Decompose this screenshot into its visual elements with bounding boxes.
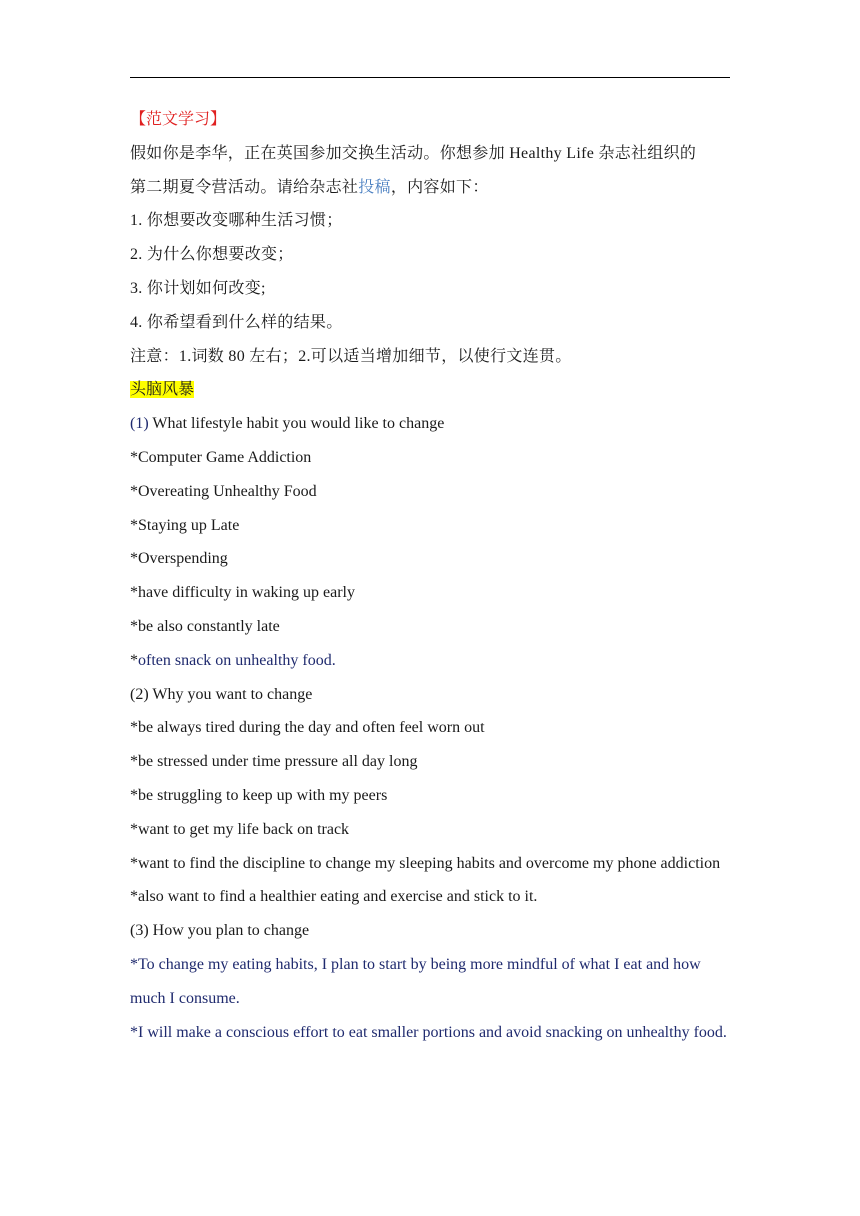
brainstorm-label: 头脑风暴 xyxy=(130,381,195,399)
q2-point: *be stressed under time pressure all day long xyxy=(130,753,418,771)
q1-point: *have difficulty in waking up early xyxy=(130,584,355,602)
q1-number: (1) xyxy=(130,415,149,433)
q1-point-colored-prefix: * xyxy=(130,651,138,669)
q1-heading xyxy=(130,407,730,441)
q2-point: *also want to find a healthier eating and exercise and stick to it. xyxy=(130,888,538,906)
prompt-line-2-after: ，内容如下： xyxy=(390,178,489,196)
q1-point-colored xyxy=(130,644,730,678)
prompt-line-1: 假如你是李华，正在英国参加交换生活动。你想参加 Healthy Life 杂志社组织的 xyxy=(130,144,697,162)
prompt-note: 注意：1.词数 80 左右；2.可以适当增加细节，以使行文连贯。 xyxy=(130,347,572,365)
q2-heading: (2) Why you want to change xyxy=(130,685,313,703)
header-rule xyxy=(130,77,730,78)
prompt-item: 4. 你希望看到什么样的结果。 xyxy=(130,313,343,331)
brainstorm-line xyxy=(130,373,730,407)
q3-point: *To change my eating habits, I plan to start by being more mindful of what I eat and how much I consume. xyxy=(130,955,701,1007)
q2-point: *be always tired during the day and often feel worn out xyxy=(130,719,485,737)
document-body xyxy=(130,103,730,1049)
q2-point: *want to find the discipline to change my sleeping habits and overcome my phone addiction xyxy=(130,854,721,872)
q2-point: *want to get my life back on track xyxy=(130,820,350,838)
q1-point: *Overeating Unhealthy Food xyxy=(130,482,317,500)
submission-link[interactable]: 投稿 xyxy=(358,178,391,196)
q1-text: What lifestyle habit you would like to change xyxy=(148,415,445,433)
prompt-item: 3. 你计划如何改变; xyxy=(130,279,266,297)
q1-point: *Overspending xyxy=(130,550,228,568)
q3-point: *I will make a conscious effort to eat smaller portions and avoid snacking on unhealthy food. xyxy=(130,1023,727,1041)
prompt-line-2-before: 第二期夏令营活动。请给杂志社 xyxy=(130,178,359,196)
q3-heading: (3) How you plan to change xyxy=(130,922,310,940)
q1-point: *be also constantly late xyxy=(130,617,280,635)
q2-point: *be struggling to keep up with my peers xyxy=(130,786,388,804)
section-title: 【范文学习】 xyxy=(130,111,227,128)
prompt-item: 2. 为什么你想要改变； xyxy=(130,246,294,264)
q1-point: *Computer Game Addiction xyxy=(130,448,312,466)
q1-point-colored-text: often snack on unhealthy food. xyxy=(138,651,336,669)
prompt-item: 1. 你想要改变哪种生活习惯； xyxy=(130,212,343,230)
q1-point: *Staying up Late xyxy=(130,516,240,534)
prompt-line-2 xyxy=(130,171,730,205)
